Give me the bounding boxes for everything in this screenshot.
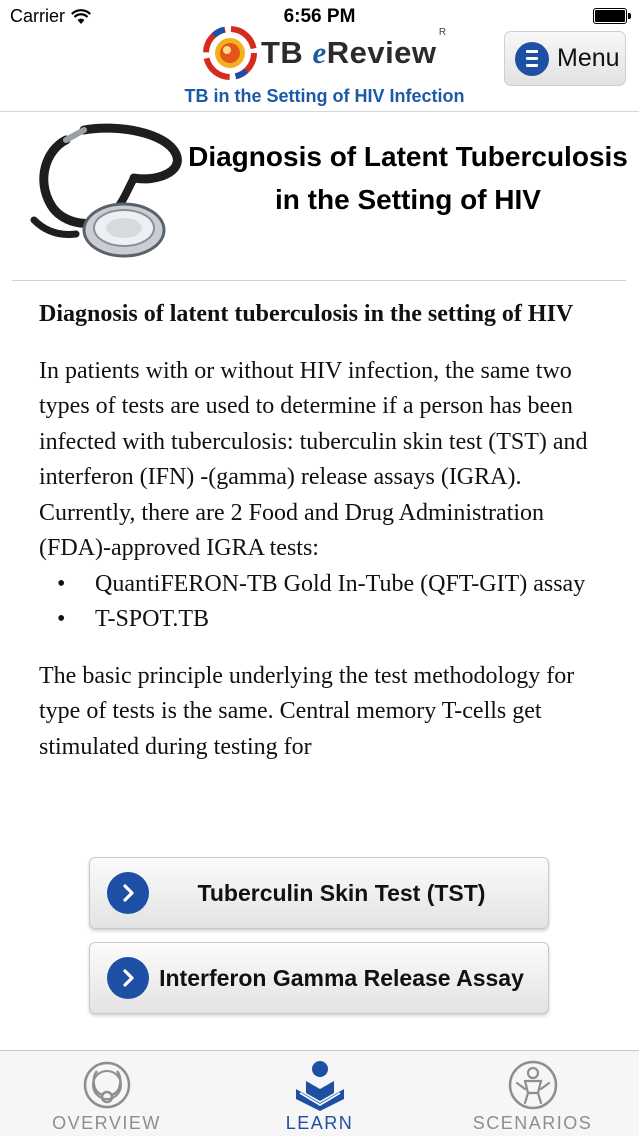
tab-label: SCENARIOS — [472, 1113, 593, 1133]
app-logo — [203, 26, 447, 80]
logo-wordmark — [261, 27, 447, 71]
igra-button[interactable] — [89, 942, 549, 1014]
tst-button[interactable] — [89, 857, 549, 929]
logo-suffix: Review — [326, 35, 437, 70]
status-time: 6:56 PM — [283, 6, 356, 27]
menu-icon — [515, 42, 549, 76]
article-paragraph: The basic principle underlying the test methodology for type of tests is the same. Central memory T-cells get stimulated during testing for — [39, 662, 575, 760]
menu-label: Menu — [557, 44, 620, 72]
scenarios-icon — [505, 1059, 561, 1111]
chevron-right-icon — [107, 957, 149, 999]
learn-icon — [292, 1059, 348, 1111]
tab-label: OVERVIEW — [52, 1113, 161, 1133]
tab-bar — [0, 1050, 639, 1136]
battery-fill — [595, 10, 625, 22]
action-label: Tuberculin Skin Test (TST) — [197, 879, 486, 906]
list-item: • QuantiFERON-TB Gold In-Tube (QFT-GIT) assay — [39, 567, 599, 603]
tab-label: LEARN — [285, 1113, 354, 1133]
tab-overview[interactable] — [0, 1051, 213, 1136]
logo-registered-mark: R — [438, 27, 447, 38]
overview-icon — [79, 1059, 135, 1111]
app-header — [0, 24, 639, 112]
header-subtitle: TB in the Setting of HIV Infection — [184, 86, 465, 106]
article-body[interactable] — [39, 297, 599, 857]
tab-scenarios[interactable] — [426, 1051, 639, 1136]
title-divider — [12, 280, 626, 281]
article-paragraph: In patients with or without HIV infection, the same two types of tests are used to determine if a person has been infected with tuberculosis: tuberculin skin test (TST) and interferon (IFN) -(gamma) release assays (IGRA). Currently, there are 2 Food and Drug Administration (FDA)-approved IGRA tests: — [39, 357, 588, 561]
tb-ereview-logo-icon — [203, 26, 257, 80]
logo-e: e — [312, 35, 327, 70]
page-title: Diagnosis of Latent Tuberculosis in the Setting of HIV — [188, 141, 628, 215]
action-label: Interferon Gamma Release Assay — [159, 964, 524, 991]
menu-button[interactable] — [504, 31, 626, 86]
article-bullet-list — [39, 567, 599, 638]
chevron-right-icon — [107, 872, 149, 914]
tab-learn[interactable] — [213, 1051, 426, 1136]
header-divider — [0, 111, 639, 112]
carrier-label: Carrier — [10, 6, 66, 26]
list-item: • T-SPOT.TB — [39, 602, 599, 638]
article-heading: Diagnosis of latent tuberculosis in the setting of HIV — [39, 301, 574, 327]
battery-icon — [593, 8, 627, 24]
stethoscope-icon — [26, 120, 196, 266]
logo-prefix: TB — [261, 35, 313, 70]
